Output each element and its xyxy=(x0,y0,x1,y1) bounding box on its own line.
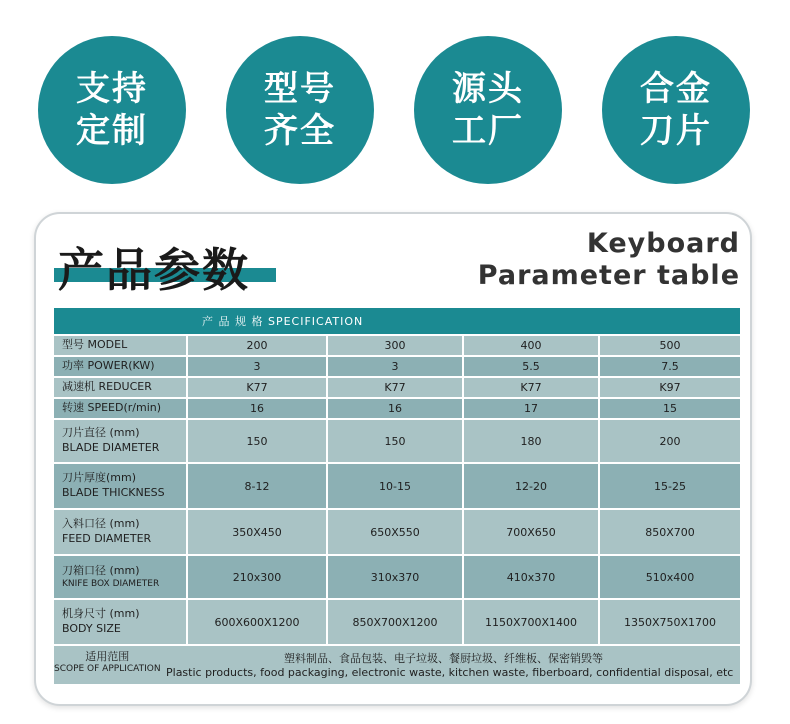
application-cell xyxy=(54,646,740,684)
spec-table xyxy=(54,306,740,686)
table-cell: K97 xyxy=(600,378,740,397)
table-row xyxy=(54,556,740,598)
application-label-en: SCOPE OF APPLICATION xyxy=(54,664,161,675)
table-cell: 10-15 xyxy=(328,464,464,508)
row-label: 型号 MODEL xyxy=(54,336,188,355)
row-label-zh: 刀片厚度(mm) xyxy=(62,471,137,485)
table-cell: 510x400 xyxy=(600,556,740,598)
table-cell: 180 xyxy=(464,420,600,462)
row-label xyxy=(54,556,188,598)
badge-complete-models xyxy=(226,36,374,184)
row-label-zh: 刀箱口径 (mm) xyxy=(62,563,140,577)
application-text-en: Plastic products, food packaging, electronic waste, kitchen waste, fiberboard, confidential disposal, etc xyxy=(166,666,734,679)
row-label-en: BODY SIZE xyxy=(62,622,121,635)
row-label-en: BLADE THICKNESS xyxy=(62,486,165,499)
table-cell: 7.5 xyxy=(600,357,740,376)
table-cell: 310x370 xyxy=(328,556,464,598)
table-cell: 16 xyxy=(188,399,328,418)
table-cell: 600X600X1200 xyxy=(188,600,328,644)
row-label xyxy=(54,420,188,462)
badge-line: 合金 xyxy=(640,68,712,109)
table-cell: K77 xyxy=(464,378,600,397)
table-cell: 15-25 xyxy=(600,464,740,508)
row-label xyxy=(54,510,188,554)
table-row xyxy=(54,600,740,644)
row-label: 减速机 REDUCER xyxy=(54,378,188,397)
table-row xyxy=(54,336,740,355)
table-cell: 410x370 xyxy=(464,556,600,598)
row-label-zh: 机身尺寸 (mm) xyxy=(62,607,140,621)
table-cell: 350X450 xyxy=(188,510,328,554)
table-cell: 200 xyxy=(600,420,740,462)
feature-badges xyxy=(0,0,790,200)
badge-line: 源头 xyxy=(452,68,524,109)
row-label-en: BLADE DIAMETER xyxy=(62,441,160,454)
table-cell: 850X700X1200 xyxy=(328,600,464,644)
table-row xyxy=(54,399,740,418)
parameter-card xyxy=(34,212,752,706)
application-row xyxy=(54,646,740,684)
table-row xyxy=(54,420,740,462)
badge-line: 刀片 xyxy=(640,111,712,151)
table-row xyxy=(54,510,740,554)
table-cell: K77 xyxy=(328,378,464,397)
badge-line: 定制 xyxy=(76,111,148,151)
row-label-en: KNIFE BOX DIAMETER xyxy=(62,579,160,590)
table-cell: K77 xyxy=(188,378,328,397)
table-cell: 850X700 xyxy=(600,510,740,554)
table-cell: 300 xyxy=(328,336,464,355)
row-label-zh: 刀片直径 (mm) xyxy=(62,426,140,440)
spec-header-row xyxy=(54,308,740,334)
table-cell: 500 xyxy=(600,336,740,355)
badge-customizable xyxy=(38,36,186,184)
table-cell: 650X550 xyxy=(328,510,464,554)
table-row xyxy=(54,378,740,397)
application-label-zh: 适用范围 xyxy=(85,650,130,663)
row-label-zh: 入料口径 (mm) xyxy=(62,517,140,531)
table-cell: 700X650 xyxy=(464,510,600,554)
table-cell: 1150X700X1400 xyxy=(464,600,600,644)
badge-line: 支持 xyxy=(76,68,148,109)
table-cell: 15 xyxy=(600,399,740,418)
row-label-en: FEED DIAMETER xyxy=(62,532,152,545)
row-label: 功率 POWER(KW) xyxy=(54,357,188,376)
table-cell: 8-12 xyxy=(188,464,328,508)
table-row xyxy=(54,357,740,376)
table-cell: 17 xyxy=(464,399,600,418)
table-cell: 5.5 xyxy=(464,357,600,376)
table-row xyxy=(54,464,740,508)
table-cell: 150 xyxy=(328,420,464,462)
title-en-line: Parameter table xyxy=(477,260,740,292)
row-label: 转速 SPEED(r/min) xyxy=(54,399,188,418)
badge-line: 齐全 xyxy=(264,111,336,151)
table-cell: 3 xyxy=(188,357,328,376)
badge-alloy-blade xyxy=(602,36,750,184)
badge-line: 型号 xyxy=(264,68,336,109)
table-cell: 210x300 xyxy=(188,556,328,598)
title-en-line: Keyboard xyxy=(586,228,740,259)
spec-header: 产 品 规 格 SPECIFICATION xyxy=(54,308,740,334)
page-title-en xyxy=(478,228,740,293)
badge-source-factory xyxy=(414,36,562,184)
table-cell: 150 xyxy=(188,420,328,462)
application-label xyxy=(54,650,161,676)
row-label xyxy=(54,464,188,508)
application-text-zh: 塑料制品、食品包装、电子垃圾、餐厨垃圾、纤维板、保密销毁等 xyxy=(284,652,603,665)
badge-line: 工厂 xyxy=(452,111,524,151)
table-cell: 1350X750X1700 xyxy=(600,600,740,644)
table-cell: 12-20 xyxy=(464,464,600,508)
table-cell: 16 xyxy=(328,399,464,418)
table-cell: 400 xyxy=(464,336,600,355)
page-title-zh: 产品参数 xyxy=(58,243,250,297)
row-label xyxy=(54,600,188,644)
table-cell: 200 xyxy=(188,336,328,355)
table-cell: 3 xyxy=(328,357,464,376)
